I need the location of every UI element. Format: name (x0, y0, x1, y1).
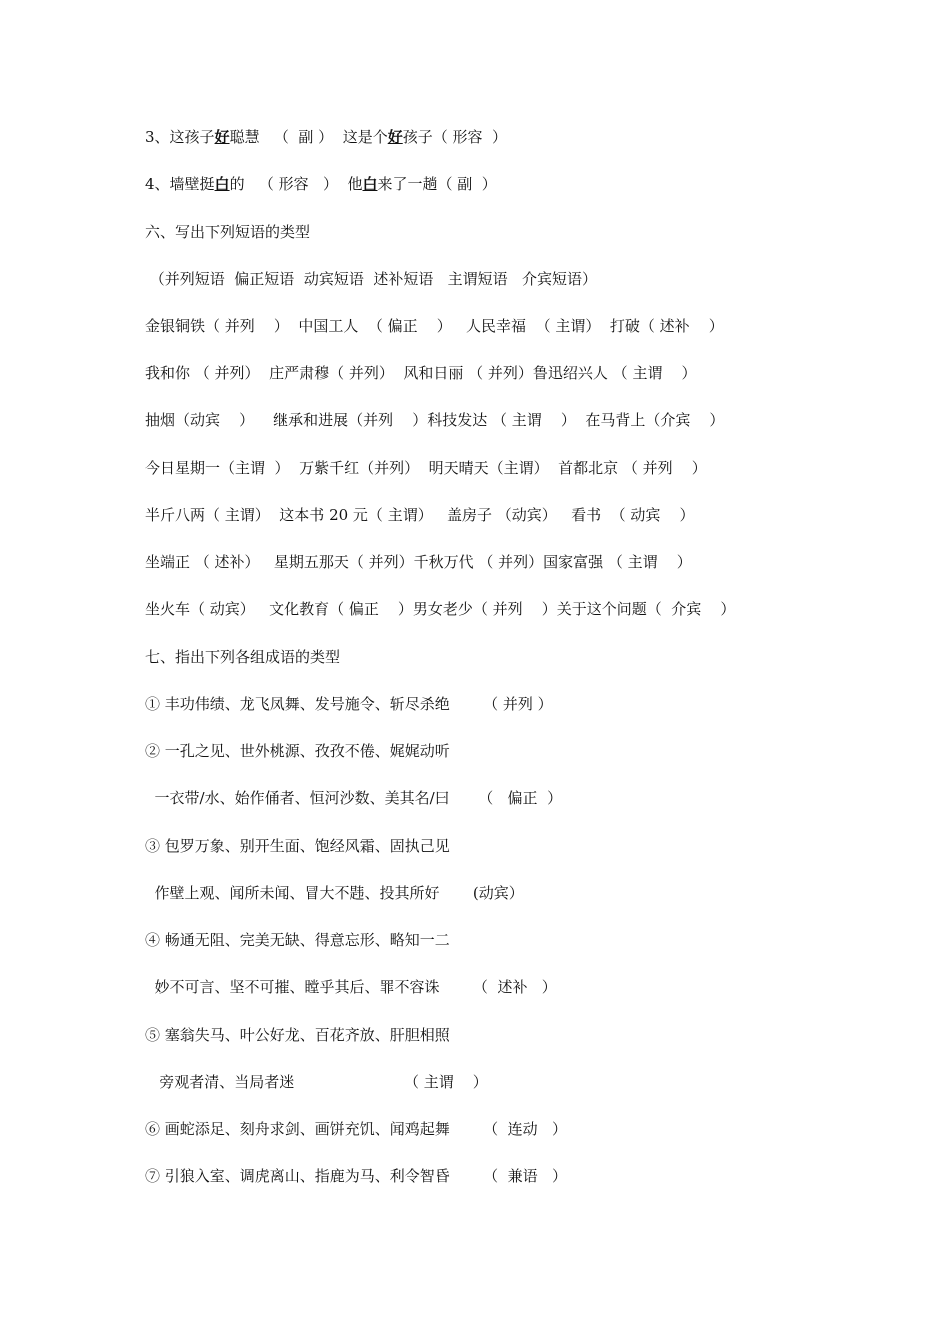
idiom-line: ⑦ 引狼入室、调虎离山、指鹿为马、利令智昏 （ 兼语 ） (145, 1167, 567, 1185)
text-seg: 4、墙壁挺 (145, 175, 215, 193)
text-seg: 3、这孩子 (145, 128, 215, 146)
text-seg: 孩子（ 形容 ） (402, 128, 508, 146)
idiom-line: ⑤ 塞翁失马、叶公好龙、百花齐放、肝胆相照 (145, 1026, 450, 1044)
phrase-line: 金银铜铁（ 并列 ） 中国工人 （ 偏正 ） 人民幸福 （ 主谓） 打破（ 述补 ） (145, 317, 724, 335)
phrase-types-list: （并列短语 偏正短语 动宾短语 述补短语 主谓短语 介宾短语） (145, 270, 597, 288)
idiom-line: ① 丰功伟绩、龙飞凤舞、发号施令、斩尽杀绝 （ 并列 ） (145, 695, 553, 713)
text-seg: 聪慧 （ 副 ） 这是个 (229, 128, 388, 146)
phrase-line: 半斤八两（ 主谓） 这本书 20 元（ 主谓） 盖房子 （动宾） 看书 （ 动宾 ） (145, 506, 695, 524)
marked-char: 好 (214, 128, 230, 146)
idiom-line: 作壁上观、闻所未闻、冒大不韪、投其所好 (动宾） (145, 884, 524, 902)
idiom-line: 一衣带/水、始作俑者、恒河沙数、美其名/曰 （ 偏正 ） (145, 789, 563, 807)
text-seg: 的 （ 形容 ） 他 (229, 175, 363, 193)
idiom-line: ② 一孔之见、世外桃源、孜孜不倦、娓娓动听 (145, 742, 450, 760)
phrase-line: 今日星期一（主谓 ） 万紫千红（并列） 明天晴天（主谓） 首都北京 （ 并列 ） (145, 459, 707, 477)
marked-char: 白 (362, 175, 378, 193)
idiom-line: ③ 包罗万象、别开生面、饱经风霜、固执己见 (145, 837, 450, 855)
idiom-line: ④ 畅通无阻、完美无缺、得意忘形、略知一二 (145, 931, 450, 949)
phrase-line: 我和你 （ 并列） 庄严肃穆（ 并列） 风和日丽 （ 并列）鲁迅绍兴人 （ 主谓 ） (145, 364, 697, 382)
section-heading-6: 六、写出下列短语的类型 (145, 223, 311, 241)
marked-char: 好 (387, 128, 403, 146)
idiom-line: 旁观者清、当局者迷 （ 主谓 ） (145, 1073, 488, 1091)
sentence-line-4 (145, 174, 497, 194)
phrase-line: 坐火车（ 动宾） 文化教育（ 偏正 ）男女老少（ 并列 ）关于这个问题（ 介宾 ） (145, 600, 736, 618)
marked-char: 白 (214, 175, 230, 193)
phrase-line: 抽烟（动宾 ） 继承和进展（并列 ）科技发达 （ 主谓 ） 在马背上（介宾 ） (145, 411, 725, 429)
section-heading-7: 七、指出下列各组成语的类型 (145, 648, 341, 666)
text-seg: 来了一趟（ 副 ） (377, 175, 497, 193)
sentence-line-3 (145, 127, 507, 147)
idiom-line: ⑥ 画蛇添足、刻舟求剑、画饼充饥、闻鸡起舞 （ 连动 ） (145, 1120, 567, 1138)
idiom-line: 妙不可言、坚不可摧、瞠乎其后、罪不容诛 （ 述补 ） (145, 978, 557, 996)
phrase-line: 坐端正 （ 述补） 星期五那天（ 并列）千秋万代 （ 并列）国家富强 （ 主谓 ） (145, 553, 692, 571)
